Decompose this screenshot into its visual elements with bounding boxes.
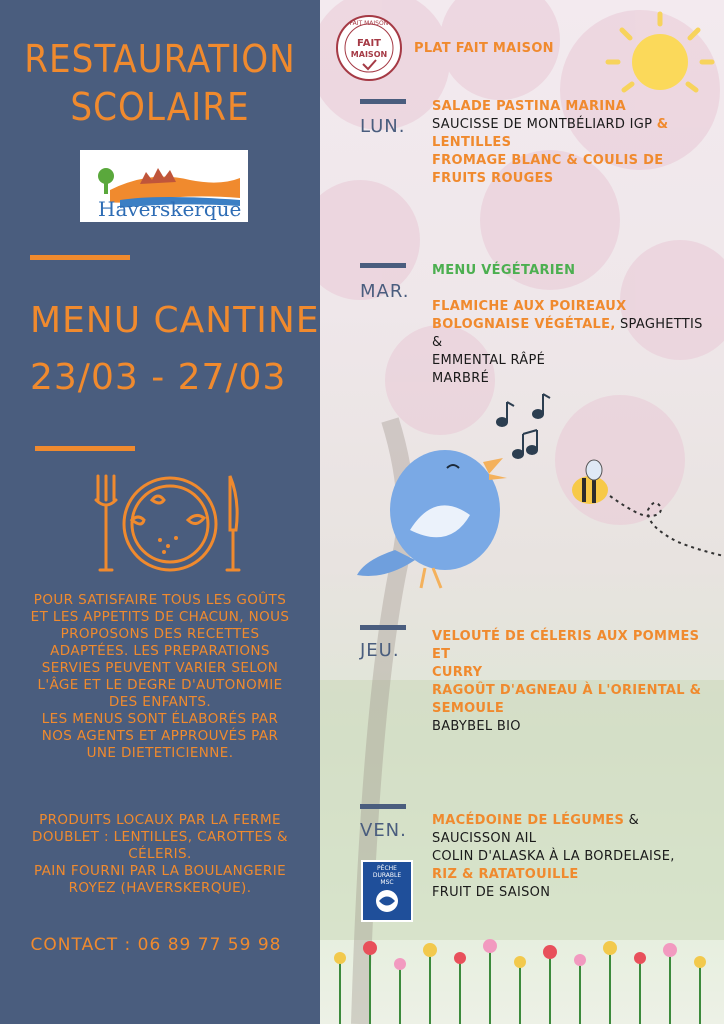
contact-phone: CONTACT : 06 89 77 59 98 (30, 935, 282, 955)
menu-jeu (432, 628, 712, 736)
orange-divider-2 (35, 446, 135, 451)
mar-bar (360, 263, 406, 268)
info-line: UNE DIETETICIENNE. (86, 745, 234, 761)
jeu-bar (360, 625, 406, 630)
info-line: POUR SATISFAIRE TOUS LES GOÛTS (33, 592, 287, 608)
info-line: ADAPTÉES. LES PREPARATIONS (50, 643, 270, 659)
jeu-starter: VELOUTÉ DE CÉLERIS AUX POMMES ET (432, 629, 700, 662)
info-line: DES ENFANTS. (108, 694, 212, 710)
bee-icon (568, 456, 724, 560)
msc-text: PÊCHE DURABLE MSC (372, 865, 402, 886)
day-label-ven: VEN. (360, 820, 407, 841)
info-line: PROPOSONS DES RECETTES (60, 626, 260, 642)
town-logo-graphic (80, 150, 248, 222)
mar-cheese: EMMENTAL RÂPÉ (432, 353, 546, 368)
logo-wordmark: Haverskerque (98, 197, 242, 221)
lun-side: LENTILLES (432, 135, 512, 150)
menu-title: MENU CANTINE (30, 300, 320, 341)
mar-main: BOLOGNAISE VÉGÉTALE, SPAGHETTIS & (432, 317, 703, 350)
day-label-jeu: JEU. (360, 640, 400, 661)
menu-ven (432, 812, 712, 902)
local-line: CÉLERIS. (128, 846, 192, 862)
local-line: ROYEZ (HAVERSKERQUE). (68, 880, 252, 896)
page-title-line1: RESTAURATION (24, 37, 296, 81)
info-line: L'ÂGE ET LE DEGRE D'AUTONOMIE (37, 677, 283, 693)
stamp-text-line2: MAISON (350, 50, 388, 59)
jeu-main: RAGOÛT D'AGNEAU À L'ORIENTAL & (432, 683, 702, 698)
jeu-side: SEMOULE (432, 701, 505, 716)
legend-label: PLAT FAIT MAISON (414, 41, 554, 56)
lun-dessert-2: FRUITS ROUGES (432, 171, 554, 186)
lun-starter: SALADE PASTINA MARINA (432, 99, 626, 114)
lun-bar (360, 99, 406, 104)
jeu-starter-2: CURRY (432, 665, 483, 680)
local-line: PRODUITS LOCAUX PAR LA FERME (39, 812, 281, 828)
ven-fish: COLIN D'ALASKA À LA BORDELAISE, (432, 849, 675, 864)
mar-dessert: MARBRÉ (432, 371, 490, 386)
ven-side: RIZ & RATATOUILLE (432, 867, 579, 882)
info-line: NOS AGENTS ET APPROUVÉS PAR (41, 728, 279, 744)
info-paragraph (10, 592, 310, 762)
fish-check-icon (363, 886, 411, 916)
stamp-text-line1: FAIT (357, 38, 381, 49)
day-label-lun: LUN. (360, 116, 406, 137)
day-label-mar: MAR. (360, 281, 410, 302)
ven-dessert: FRUIT DE SAISON (432, 885, 551, 900)
stamp-ring-text: FAIT MAISON (349, 20, 389, 27)
fait-maison-stamp-icon (330, 14, 408, 82)
local-line: DOUBLET : LENTILLES, CAROTTES & (32, 829, 288, 845)
page-title-line2: SCOLAIRE (70, 85, 250, 129)
info-line: LES MENUS SONT ÉLABORÉS PAR (41, 711, 279, 727)
bluebird-icon (355, 430, 515, 590)
msc-label-icon (361, 860, 413, 922)
info-line: ET LES APPETITS DE CHACUN, NOUS (30, 609, 290, 625)
plate-cutlery-icon (90, 470, 250, 580)
ven-main: SAUCISSON AIL (432, 831, 537, 846)
menu-dates: 23/03 - 27/03 (30, 357, 287, 398)
lun-dessert: FROMAGE BLANC & COULIS DE (432, 153, 664, 168)
local-products-paragraph (10, 812, 310, 897)
flowers-decoration (320, 930, 724, 1024)
menu-lun (432, 98, 712, 188)
ven-starter: MACÉDOINE DE LÉGUMES & (432, 813, 640, 828)
ven-bar (360, 804, 406, 809)
mar-vegetarian: MENU VÉGÉTARIEN (432, 263, 576, 278)
town-logo (80, 150, 248, 222)
local-line: PAIN FOURNI PAR LA BOULANGERIE (33, 863, 287, 879)
orange-divider-1 (30, 255, 130, 260)
lun-main: SAUCISSE DE MONTBÉLIARD IGP & (432, 117, 669, 132)
menu-mar (432, 262, 712, 388)
mar-starter: FLAMICHE AUX POIREAUX (432, 299, 627, 314)
info-line: SERVIES PEUVENT VARIER SELON (41, 660, 279, 676)
jeu-dessert: BABYBEL BIO (432, 719, 521, 734)
